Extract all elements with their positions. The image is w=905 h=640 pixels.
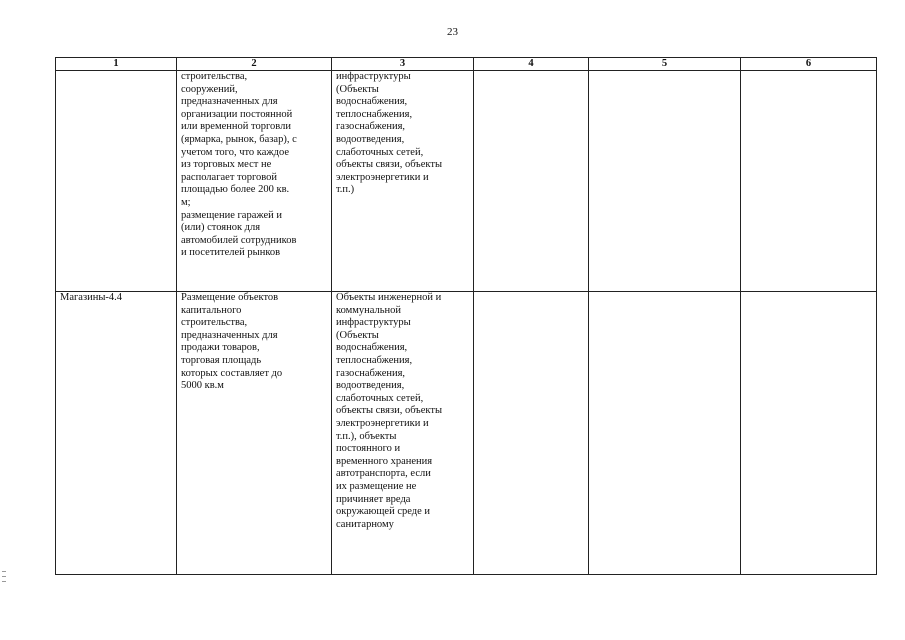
cell-text: Объекты инженерной и коммунальной инфраструктуры (Объекты водоснабжения, теплоснабжения, газоснабжения, водоотведения, слаботочных сетей, объекты связи, объекты электроэнергетики и т.п.), объекты постоянного и временного хранения автотранспорта, если их размещение не причиняет вреда окружающей среде и санитарному (336, 292, 443, 530)
cell-text: Магазины-4.4 (60, 292, 123, 303)
scan-margin-mark (2, 571, 6, 582)
column-header-2: 2 (177, 58, 332, 71)
column-header-4: 4 (474, 58, 589, 71)
table-cell (177, 292, 332, 575)
table-cell (474, 71, 589, 292)
table-cell (741, 292, 877, 575)
table-cell (56, 292, 177, 575)
table-row (56, 71, 877, 292)
column-header-5: 5 (589, 58, 741, 71)
page-number: 23 (447, 26, 458, 38)
table-cell (177, 71, 332, 292)
cell-text: инфраструктуры (Объекты водоснабжения, теплоснабжения, газоснабжения, водоотведения, слаботочных сетей, объекты связи, объекты электроэнергетики и т.п.) (336, 71, 443, 196)
column-header-1: 1 (56, 58, 177, 71)
table-row (56, 292, 877, 575)
column-header-6: 6 (741, 58, 877, 71)
table-cell (589, 71, 741, 292)
cell-text: Размещение объектов капитального строительства, предназначенных для продажи товаров, торговая площадь которых составляет до 5000 кв.м (181, 292, 283, 392)
regulation-table (55, 57, 877, 575)
column-header-3: 3 (332, 58, 474, 71)
table-cell (741, 71, 877, 292)
table-cell (474, 292, 589, 575)
cell-text: строительства, сооружений, предназначенных для организации постоянной или временной торговли (ярмарка, рынок, базар), с учетом того, что каждое из торговых мест не располагает торговой площадью более 200 кв. м; размещение гаражей и (или) стоянок для автомобилей сотрудников и посетителей рынков (181, 71, 297, 259)
table-cell (589, 292, 741, 575)
header-row (56, 58, 877, 71)
table-cell (56, 71, 177, 292)
table-cell (332, 292, 474, 575)
table-cell (332, 71, 474, 292)
